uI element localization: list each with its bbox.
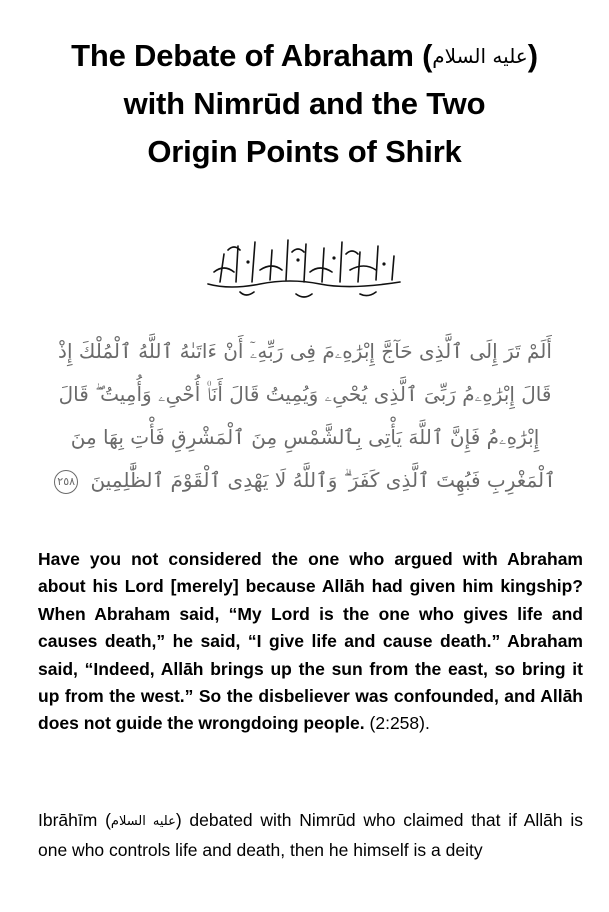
translation-text: Have you not considered the one who argued with Abraham about his Lord [merely] because Allāh had given him kingship? When Abraham said, “My Lord is the one who gives life and causes death,” he said, “I give life and cause death.” Abraham said, “Indeed, Allāh brings up the sun from the east, so bring it up from the west.” So the disbeliever was confounded, and Allāh does not guide the wrongdoing people. bbox=[38, 549, 583, 734]
bismillah-calligraphy bbox=[200, 232, 410, 302]
title-line-3: Origin Points of Shirk bbox=[147, 134, 462, 169]
title-line-2: with Nimrūd and the Two bbox=[123, 86, 486, 121]
body-paragraph: Ibrāhīm (عليه السلام) debated with Nimrūd who claimed that if Allāh is one who controls life and death, then he himself is a deity bbox=[38, 810, 583, 860]
page-title bbox=[20, 32, 589, 176]
quran-ayah bbox=[40, 330, 570, 502]
ayah-arabic-text: أَلَمْ تَرَ إِلَى ٱلَّذِى حَآجَّ إِبْرَٰهِۦمَ فِى رَبِّهِۦٓ أَنْ ءَاتَىٰهُ ٱللَّهُ ٱلْمُلْكَ إِذْ قَالَ إِبْرَٰهِۦمُ رَبِّىَ ٱلَّذِى يُحْىِۦ وَيُمِيتُ قَالَ أَنَا۠ أُحْىِۦ وَأُمِيتُ ۖ قَالَ إِبْرَٰهِۦمُ فَإِنَّ ٱللَّهَ يَأْتِى بِٱلشَّمْسِ مِنَ ٱلْمَشْرِقِ فَأْتِ بِهَا مِنَ ٱلْمَغْرِبِ فَبُهِتَ ٱلَّذِى كَفَرَ ۗ وَٱللَّهُ لَا يَهْدِى ٱلْقَوْمَ ٱلظَّٰلِمِينَ bbox=[58, 339, 556, 492]
ayah-translation bbox=[38, 546, 583, 738]
title-line-1: The Debate of Abraham (عليه السلام) bbox=[71, 38, 538, 73]
honorific-glyph-inline: عليه السلام bbox=[110, 814, 176, 829]
honorific-glyph: عليه السلام bbox=[432, 44, 528, 68]
bismillah-text: بسم الله الرحمن الرحيم bbox=[299, 276, 311, 277]
verse-reference: (2:258). bbox=[364, 713, 430, 734]
ayah-number-marker: ٢٥٨ bbox=[54, 470, 78, 494]
